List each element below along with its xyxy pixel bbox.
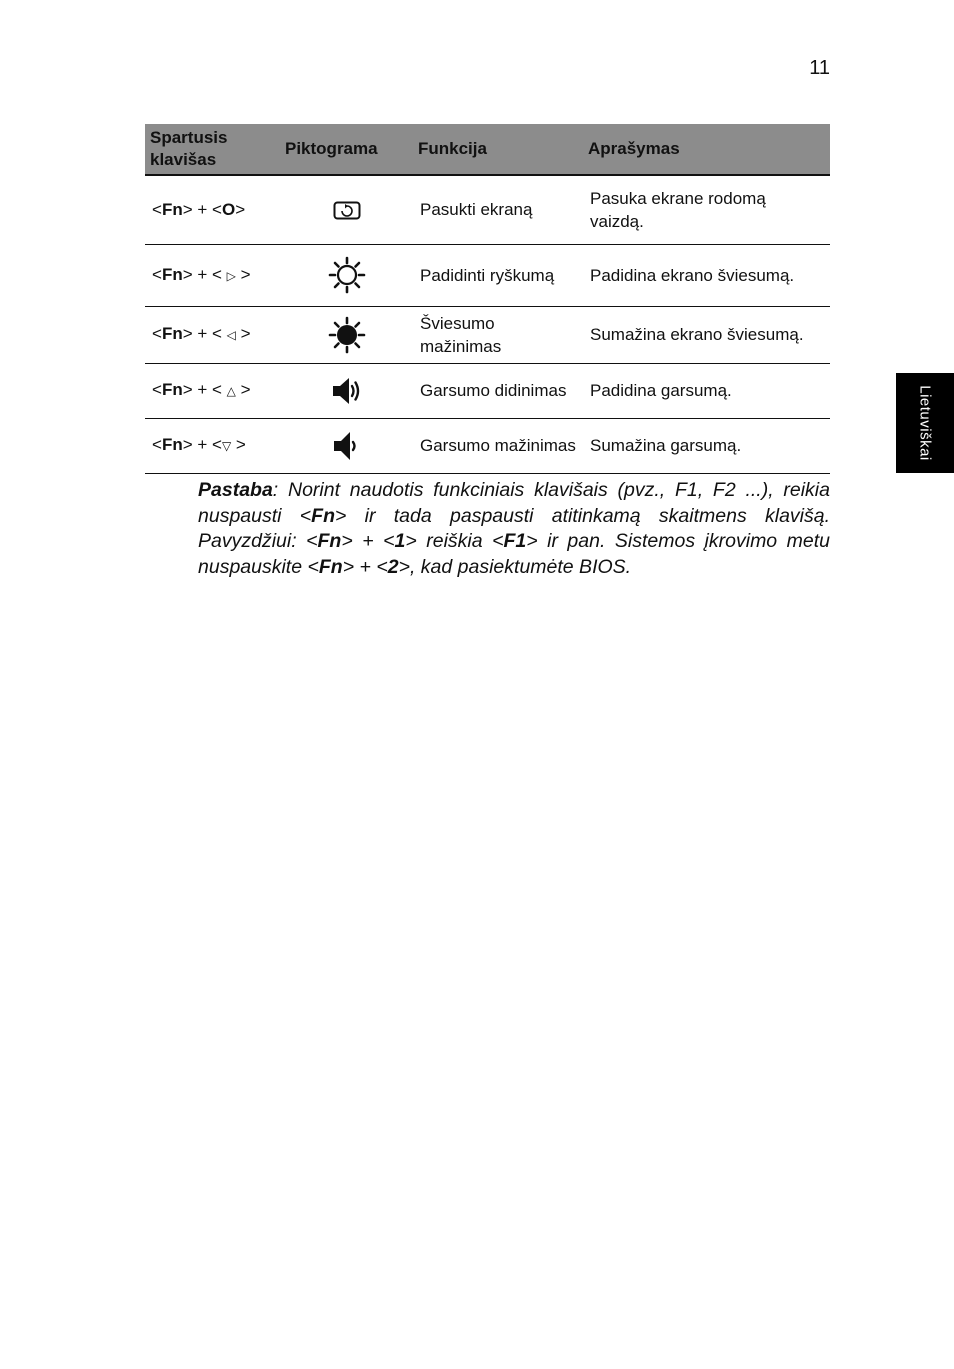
- hotkey-cell: <Fn> + < △ >: [145, 363, 280, 418]
- hotkey-cell: <Fn> + <▽ >: [145, 418, 280, 473]
- description-cell: Sumažina garsumą.: [583, 418, 830, 473]
- language-side-tab: [896, 373, 954, 473]
- rotate-screen-icon: [333, 200, 361, 222]
- table-row: [145, 175, 830, 244]
- page-number: 11: [809, 57, 830, 79]
- header-function: Funkcija: [413, 124, 583, 175]
- language-side-tab-label: Lietuviškai: [916, 385, 934, 461]
- brightness-up-icon: [328, 256, 366, 294]
- description-cell: Padidina ekrano šviesumą.: [583, 244, 830, 306]
- note-label: Pastaba: [198, 479, 273, 501]
- table-row: [145, 244, 830, 306]
- function-cell: Padidinti ryškumą: [413, 244, 583, 306]
- description-cell: Sumažina ekrano šviesumą.: [583, 306, 830, 363]
- header-description: Aprašymas: [583, 124, 830, 175]
- brightness-down-icon: [328, 316, 366, 354]
- table-row: [145, 418, 830, 473]
- table-row: [145, 306, 830, 363]
- hotkey-cell: <Fn> + <O>: [145, 175, 280, 244]
- header-icon: Piktograma: [280, 124, 413, 175]
- function-cell: Pasukti ekraną: [413, 175, 583, 244]
- volume-up-icon: [331, 375, 363, 407]
- function-cell: Šviesumo mažinimas: [413, 306, 583, 363]
- table-header-row: [145, 124, 830, 175]
- hotkey-cell: <Fn> + < ▷ >: [145, 244, 280, 306]
- function-cell: Garsumo mažinimas: [413, 418, 583, 473]
- description-cell: Padidina garsumą.: [583, 363, 830, 418]
- table-row: [145, 363, 830, 418]
- volume-down-icon: [331, 429, 363, 463]
- hotkey-cell: <Fn> + < ◁ >: [145, 306, 280, 363]
- function-cell: Garsumo didinimas: [413, 363, 583, 418]
- hotkeys-table: [145, 124, 830, 474]
- note-paragraph: Pastaba: Norint naudotis funkciniais klavišais (pvz., F1, F2 ...), reikia nuspausti <Fn> ir tada paspausti atitinkamą skaitmens klavišą. Pavyzdžiui: <Fn> + <1> reiškia <F1> ir pan. Sistemos įkrovimo metu nuspauskite <Fn> + <2>, kad pasiektumėte BIOS.: [198, 479, 831, 578]
- description-cell: Pasuka ekrane rodomą vaizdą.: [583, 175, 830, 244]
- header-hotkey: Spartusis klavišas: [145, 124, 280, 175]
